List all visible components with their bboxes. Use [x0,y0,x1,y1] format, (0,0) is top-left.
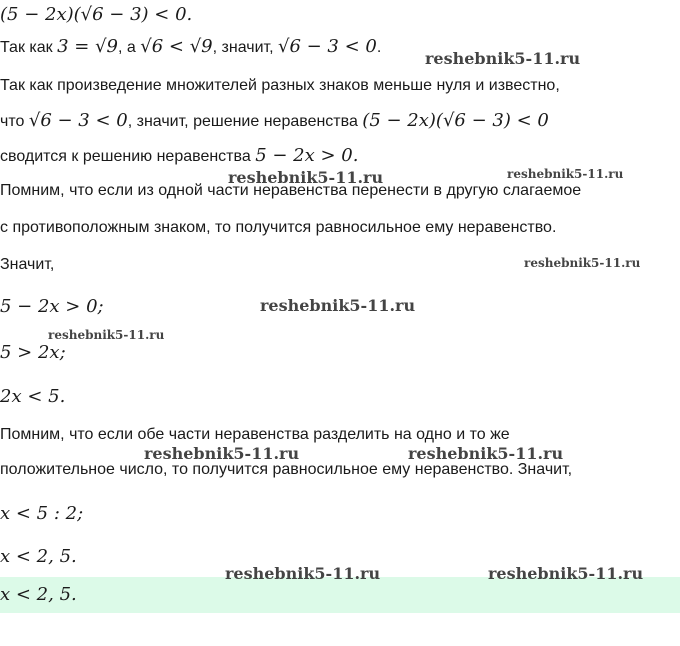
answer-line: x < 2, 5. [0,584,77,605]
math-fragment: √6 − 3 < 0 [277,36,377,57]
text-line-6: Помним, что если из одной части неравенства перенести в другую слагаемое [0,182,582,199]
expression-line-14: x < 5 : 2; [0,503,84,524]
text-fragment: сводится к решению неравенства [0,148,251,165]
text-fragment: , значит, решение неравенства [127,113,358,130]
expression-line-9: 5 − 2x > 0; [0,296,104,317]
watermark: reshebnik5-11.ru [144,444,300,463]
text-line-8: Значит, [0,256,55,273]
expression-line-15: x < 2, 5. [0,546,77,567]
math-fragment: (5 − 2x)(√6 − 3) < 0 [362,110,549,131]
text-line-4 [0,110,680,133]
text-line-3: Так как произведение множителей разных знаков меньше нуля и известно, [0,77,560,94]
math-fragment: 3 = √9 [57,36,119,57]
text-line-12: Помним, что если обе части неравенства разделить на одно и то же [0,426,510,443]
watermark: reshebnik5-11.ru [228,168,384,187]
expression-line-11: 2x < 5. [0,386,66,407]
expression-line-10: 5 > 2x; [0,342,66,363]
watermark: reshebnik5-11.ru [507,167,624,181]
watermark: reshebnik5-11.ru [260,296,416,315]
text-fragment: . [376,39,382,56]
math-fragment: 5 − 2x > 0. [255,145,359,166]
math-fragment: √6 − 3 < 0 [28,110,128,131]
watermark: reshebnik5-11.ru [48,328,165,342]
text-fragment: что [0,113,25,130]
text-fragment: , значит, [212,39,274,56]
text-line-5 [0,145,680,168]
text-fragment: Так как [0,39,53,56]
text-fragment: , а [118,39,136,56]
expression-line-1: (5 − 2x)(√6 − 3) < 0. [0,4,193,25]
watermark: reshebnik5-11.ru [225,564,381,583]
math-fragment: √6 < √9 [140,36,213,57]
watermark: reshebnik5-11.ru [408,444,564,463]
watermark: reshebnik5-11.ru [425,49,581,68]
watermark: reshebnik5-11.ru [524,256,641,270]
text-line-7: с противоположным знаком, то получится равносильное ему неравенство. [0,219,557,236]
text-line-13: положительное число, то получится равносильное ему неравенство. Значит, [0,461,573,478]
watermark: reshebnik5-11.ru [488,564,644,583]
